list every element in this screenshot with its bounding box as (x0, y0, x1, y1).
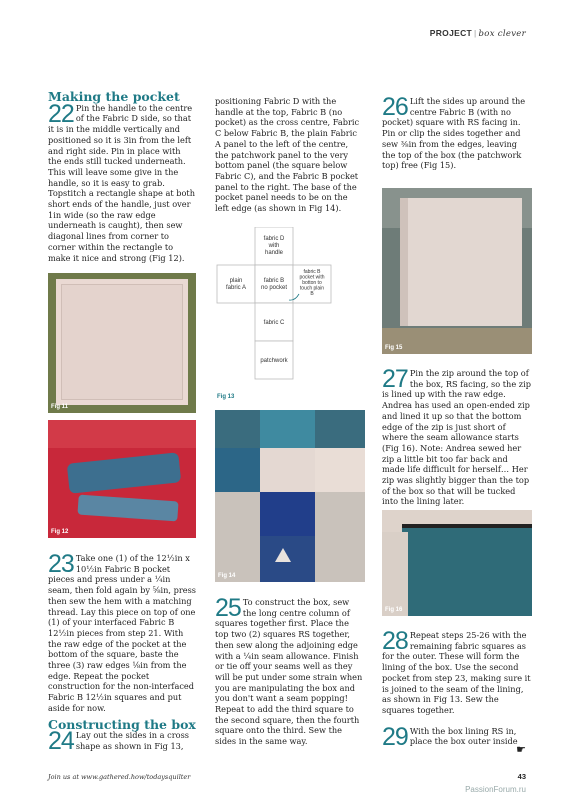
step-text: Take one (1) of the 12½in x 10½in Fabric B pocket pieces and press under a ¼in seam, then fold again by ⅝in, press then sew the hem with a matching thread. Lay this piece on top of one (1) of your interfaced Fabric B 12½in pieces from step 21. With the raw edge of the pocket at the bottom of the square, baste the three (3) raw edges ⅛in from the edge. Repeat the pocket construction for the non-interfaced Fabric B 12½in squares and put aside for now. (48, 553, 197, 713)
header-project: PROJECT (429, 28, 473, 38)
running-header (430, 28, 526, 39)
step-number: 23 (48, 550, 74, 578)
cell-plain-a (217, 265, 255, 303)
step-number: 25 (215, 594, 241, 622)
fig-14-caption: Fig 14 (218, 573, 236, 579)
header-divider: | (474, 28, 477, 38)
section-heading-constructing-box: Constructing the box (48, 716, 196, 732)
step-text: positioning Fabric D with the handle at the top, Fabric B (no pocket) as the cross centre, Fabric C below Fabric B, the plain Fabric A panel to the left of the centre, the patchwork panel to the very bottom panel (the square below Fabric C), and the Fabric B pocket panel to the right. The base of the pocket panel needs to be on the left edge (as shown in Fig 14). (215, 96, 360, 214)
label-fabric-c: fabric C (263, 320, 285, 326)
step-text: Lift the sides up around the centre Fabric B (with no pocket) square with RS facing in. Pin or clip the sides together and sew ⅜in from the edges, leaving the top of the box (the patchwork top) free (Fig 15). (382, 96, 526, 171)
label-fabric-d: fabric D with handle (263, 236, 285, 256)
fig-15-caption: Fig 15 (385, 345, 403, 351)
step-number: 26 (382, 93, 408, 121)
column-2 (215, 96, 363, 214)
fig-16-photo (382, 510, 532, 616)
fig-16-caption: Fig 16 (385, 607, 403, 613)
step-text: To construct the box, sew the long centre column of squares together first. Place the top two (2) squares RS together, then sew along the adjoining edge with a ¼in seam allowance. Finish or tie off your seams well as they will be put under some strain when you are manipulating the box and you don't want a seam popping! Repeat to add the third square to the second square, then the fourth square onto the third. Sew the sides in the same way. (215, 597, 363, 747)
step-23 (48, 550, 197, 714)
fig-11-photo (48, 273, 196, 413)
fig-15-photo (382, 188, 532, 354)
column-2-lower (215, 594, 363, 747)
step-25 (215, 594, 363, 747)
step-28 (382, 627, 532, 716)
step-26 (382, 93, 532, 171)
footer-link: Join us at www.gathered.how/todaysquilter (48, 773, 191, 781)
step-text: Pin the handle to the centre of the Fabric D side, so that it is in the middle vertically and positioned so it is 3in from the left and right side. Pin in place with the ends still tucked underneath. This will leave some give in the handle, so it is easy to grab. Topstitch a rectangle shape at both short ends of the handle, just over 1in wide (so the raw edge underneath is caught), then sew diagonal lines from corner to corner within the rectangle to make it nice and strong (Fig 12). (48, 102, 195, 263)
step-text: Lay out the sides in a cross shape as shown in Fig 13, (75, 730, 189, 751)
watermark: PassionForum.ru (465, 785, 526, 794)
fig-12-photo (48, 420, 196, 538)
step-text: Pin the zip around the top of the box, RS facing, so the zip is lined up with the raw edge. Andrea has used an open-ended zip and lined it up so that the bottom edge of the zip is just short of where the seam allowance starts (Fig 16). Note: Andrea sewed her zip a little bit too far back and made life difficult for herself… Her zip was slightly bigger than the top of the box so that will be tucked into the lining later. (382, 368, 531, 507)
cell-fabric-b (255, 265, 293, 303)
fig-12-caption: Fig 12 (51, 529, 69, 535)
label-patchwork: patchwork (260, 358, 288, 364)
page-number: 43 (517, 772, 526, 781)
step-24 (48, 727, 196, 756)
step-number: 24 (48, 727, 74, 756)
step-number: 27 (382, 365, 408, 393)
column-1-lower (48, 550, 197, 756)
box-side (400, 198, 522, 326)
fig-11-caption: Fig 11 (51, 404, 69, 410)
box-with-zip (402, 524, 532, 616)
step-number: 28 (382, 627, 408, 655)
continue-arrow-icon: ☛ (516, 743, 526, 756)
label-fabric-b-pocket: fabric B pocket with botton to touch plain B (299, 269, 325, 297)
step-text: Repeat steps 25-26 with the remaining fabric squares as for the outer. These will form the lining of the box. Use the second pocket from step 23, making sure it is joined to the seam of the lining, as shown in Fig 13. Sew the squares together. (382, 630, 531, 715)
fig-14-photo (215, 410, 365, 582)
handle (67, 452, 182, 494)
label-fabric-b: fabric B no pocket (260, 278, 288, 291)
column-3 (382, 93, 532, 171)
fig-13-caption: Fig 13 (217, 394, 235, 400)
step-text: With the box lining RS in, place the box outer inside (409, 725, 518, 747)
step-number: 22 (48, 99, 74, 128)
step-29 (382, 722, 532, 751)
step-27 (382, 365, 532, 507)
column-1 (48, 89, 196, 263)
header-title: box clever (478, 29, 526, 39)
step-24-continued (215, 96, 363, 214)
column-3-middle (382, 365, 532, 507)
label-plain-a: plain fabric A (225, 278, 247, 291)
step-number: 29 (382, 722, 408, 751)
fabric-square (56, 279, 188, 405)
fig-13-diagram (215, 227, 365, 402)
section-heading-making-pocket: Making the pocket (48, 89, 180, 104)
step-22 (48, 99, 196, 264)
column-3-lower (382, 627, 532, 751)
